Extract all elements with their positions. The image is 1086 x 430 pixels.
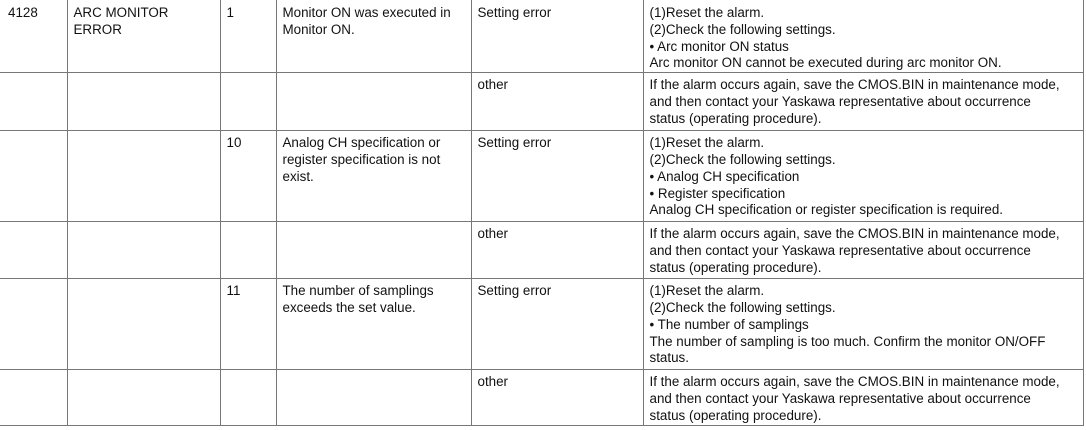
remedy-line: Analog CH specification or register specification is required. — [649, 202, 1004, 218]
remedy-cell — [643, 0, 1083, 73]
cause-cell: other — [471, 370, 643, 426]
cause-cell: Setting error — [471, 0, 643, 73]
remedy-line: (2)Check the following settings. — [649, 299, 836, 315]
remedy-line: (1)Reset the alarm. — [649, 135, 765, 151]
alarm-name-line: ERROR — [73, 21, 122, 37]
remedy-cell — [643, 73, 1083, 131]
remedy-cell — [643, 279, 1083, 370]
remedy-cell — [643, 222, 1083, 279]
remedy-line: status. — [649, 350, 689, 366]
table-row — [0, 73, 1083, 131]
alarm-code-cell — [0, 73, 67, 131]
meaning-cell: Analog CH specification or register specification is not exist. — [276, 131, 471, 222]
sub-code-cell — [220, 370, 276, 426]
alarm-code-cell — [0, 370, 67, 426]
alarm-code-cell — [0, 131, 67, 222]
meaning-cell — [276, 370, 471, 426]
table-row — [0, 131, 1083, 222]
remedy-line: If the alarm occurs again, save the CMOS.BIN in maintenance mode, — [649, 226, 1060, 242]
remedy-line: • Analog CH specification — [649, 168, 800, 184]
table-row — [0, 0, 1083, 73]
remedy-line: and then contact your Yaskawa representative about occurrence — [649, 242, 1031, 258]
alarm-name-cell — [67, 131, 220, 222]
remedy-cell — [643, 131, 1083, 222]
sub-code-cell — [220, 222, 276, 279]
alarm-name-cell — [67, 279, 220, 370]
sub-code-cell: 10 — [220, 131, 276, 222]
alarm-name-line: ARC MONITOR — [73, 5, 169, 20]
remedy-line: (2)Check the following settings. — [649, 21, 836, 37]
alarm-name-cell — [67, 73, 220, 131]
meaning-cell: The number of samplings exceeds the set value. — [276, 279, 471, 370]
remedy-line: and then contact your Yaskawa representative about occurrence — [649, 390, 1031, 406]
remedy-line: (2)Check the following settings. — [649, 151, 836, 167]
alarm-code-cell — [0, 279, 67, 370]
remedy-line: status (operating procedure). — [649, 259, 822, 275]
table-row — [0, 370, 1083, 426]
remedy-line: If the alarm occurs again, save the CMOS.BIN in maintenance mode, — [649, 374, 1060, 390]
sub-code-cell — [220, 73, 276, 131]
alarm-code-cell — [0, 222, 67, 279]
remedy-line: The number of sampling is too much. Confirm the monitor ON/OFF — [649, 333, 1046, 349]
table-row — [0, 279, 1083, 370]
remedy-line: • Register specification — [649, 185, 786, 201]
table-row — [0, 222, 1083, 279]
remedy-line: status (operating procedure). — [649, 110, 822, 126]
alarm-name-cell — [67, 222, 220, 279]
meaning-cell — [276, 73, 471, 131]
remedy-line: • The number of samplings — [649, 316, 809, 332]
cause-cell: other — [471, 222, 643, 279]
alarm-name-cell — [67, 0, 220, 73]
remedy-line: If the alarm occurs again, save the CMOS.BIN in maintenance mode, — [649, 77, 1060, 93]
cause-cell: Setting error — [471, 279, 643, 370]
remedy-line: status (operating procedure). — [649, 407, 822, 423]
meaning-cell: Monitor ON was executed in Monitor ON. — [276, 0, 471, 73]
meaning-cell — [276, 222, 471, 279]
sub-code-cell: 1 — [220, 0, 276, 73]
remedy-line: • Arc monitor ON status — [649, 38, 789, 54]
remedy-line: and then contact your Yaskawa representative about occurrence — [649, 93, 1031, 109]
alarm-code-cell: 4128 — [0, 0, 67, 73]
remedy-line: Arc monitor ON cannot be executed during arc monitor ON. — [649, 55, 1002, 71]
cause-cell: other — [471, 73, 643, 131]
cause-cell: Setting error — [471, 131, 643, 222]
remedy-cell — [643, 370, 1083, 426]
sub-code-cell: 11 — [220, 279, 276, 370]
alarm-name-cell — [67, 370, 220, 426]
remedy-line: (1)Reset the alarm. — [649, 283, 765, 299]
remedy-line: (1)Reset the alarm. — [649, 5, 765, 20]
